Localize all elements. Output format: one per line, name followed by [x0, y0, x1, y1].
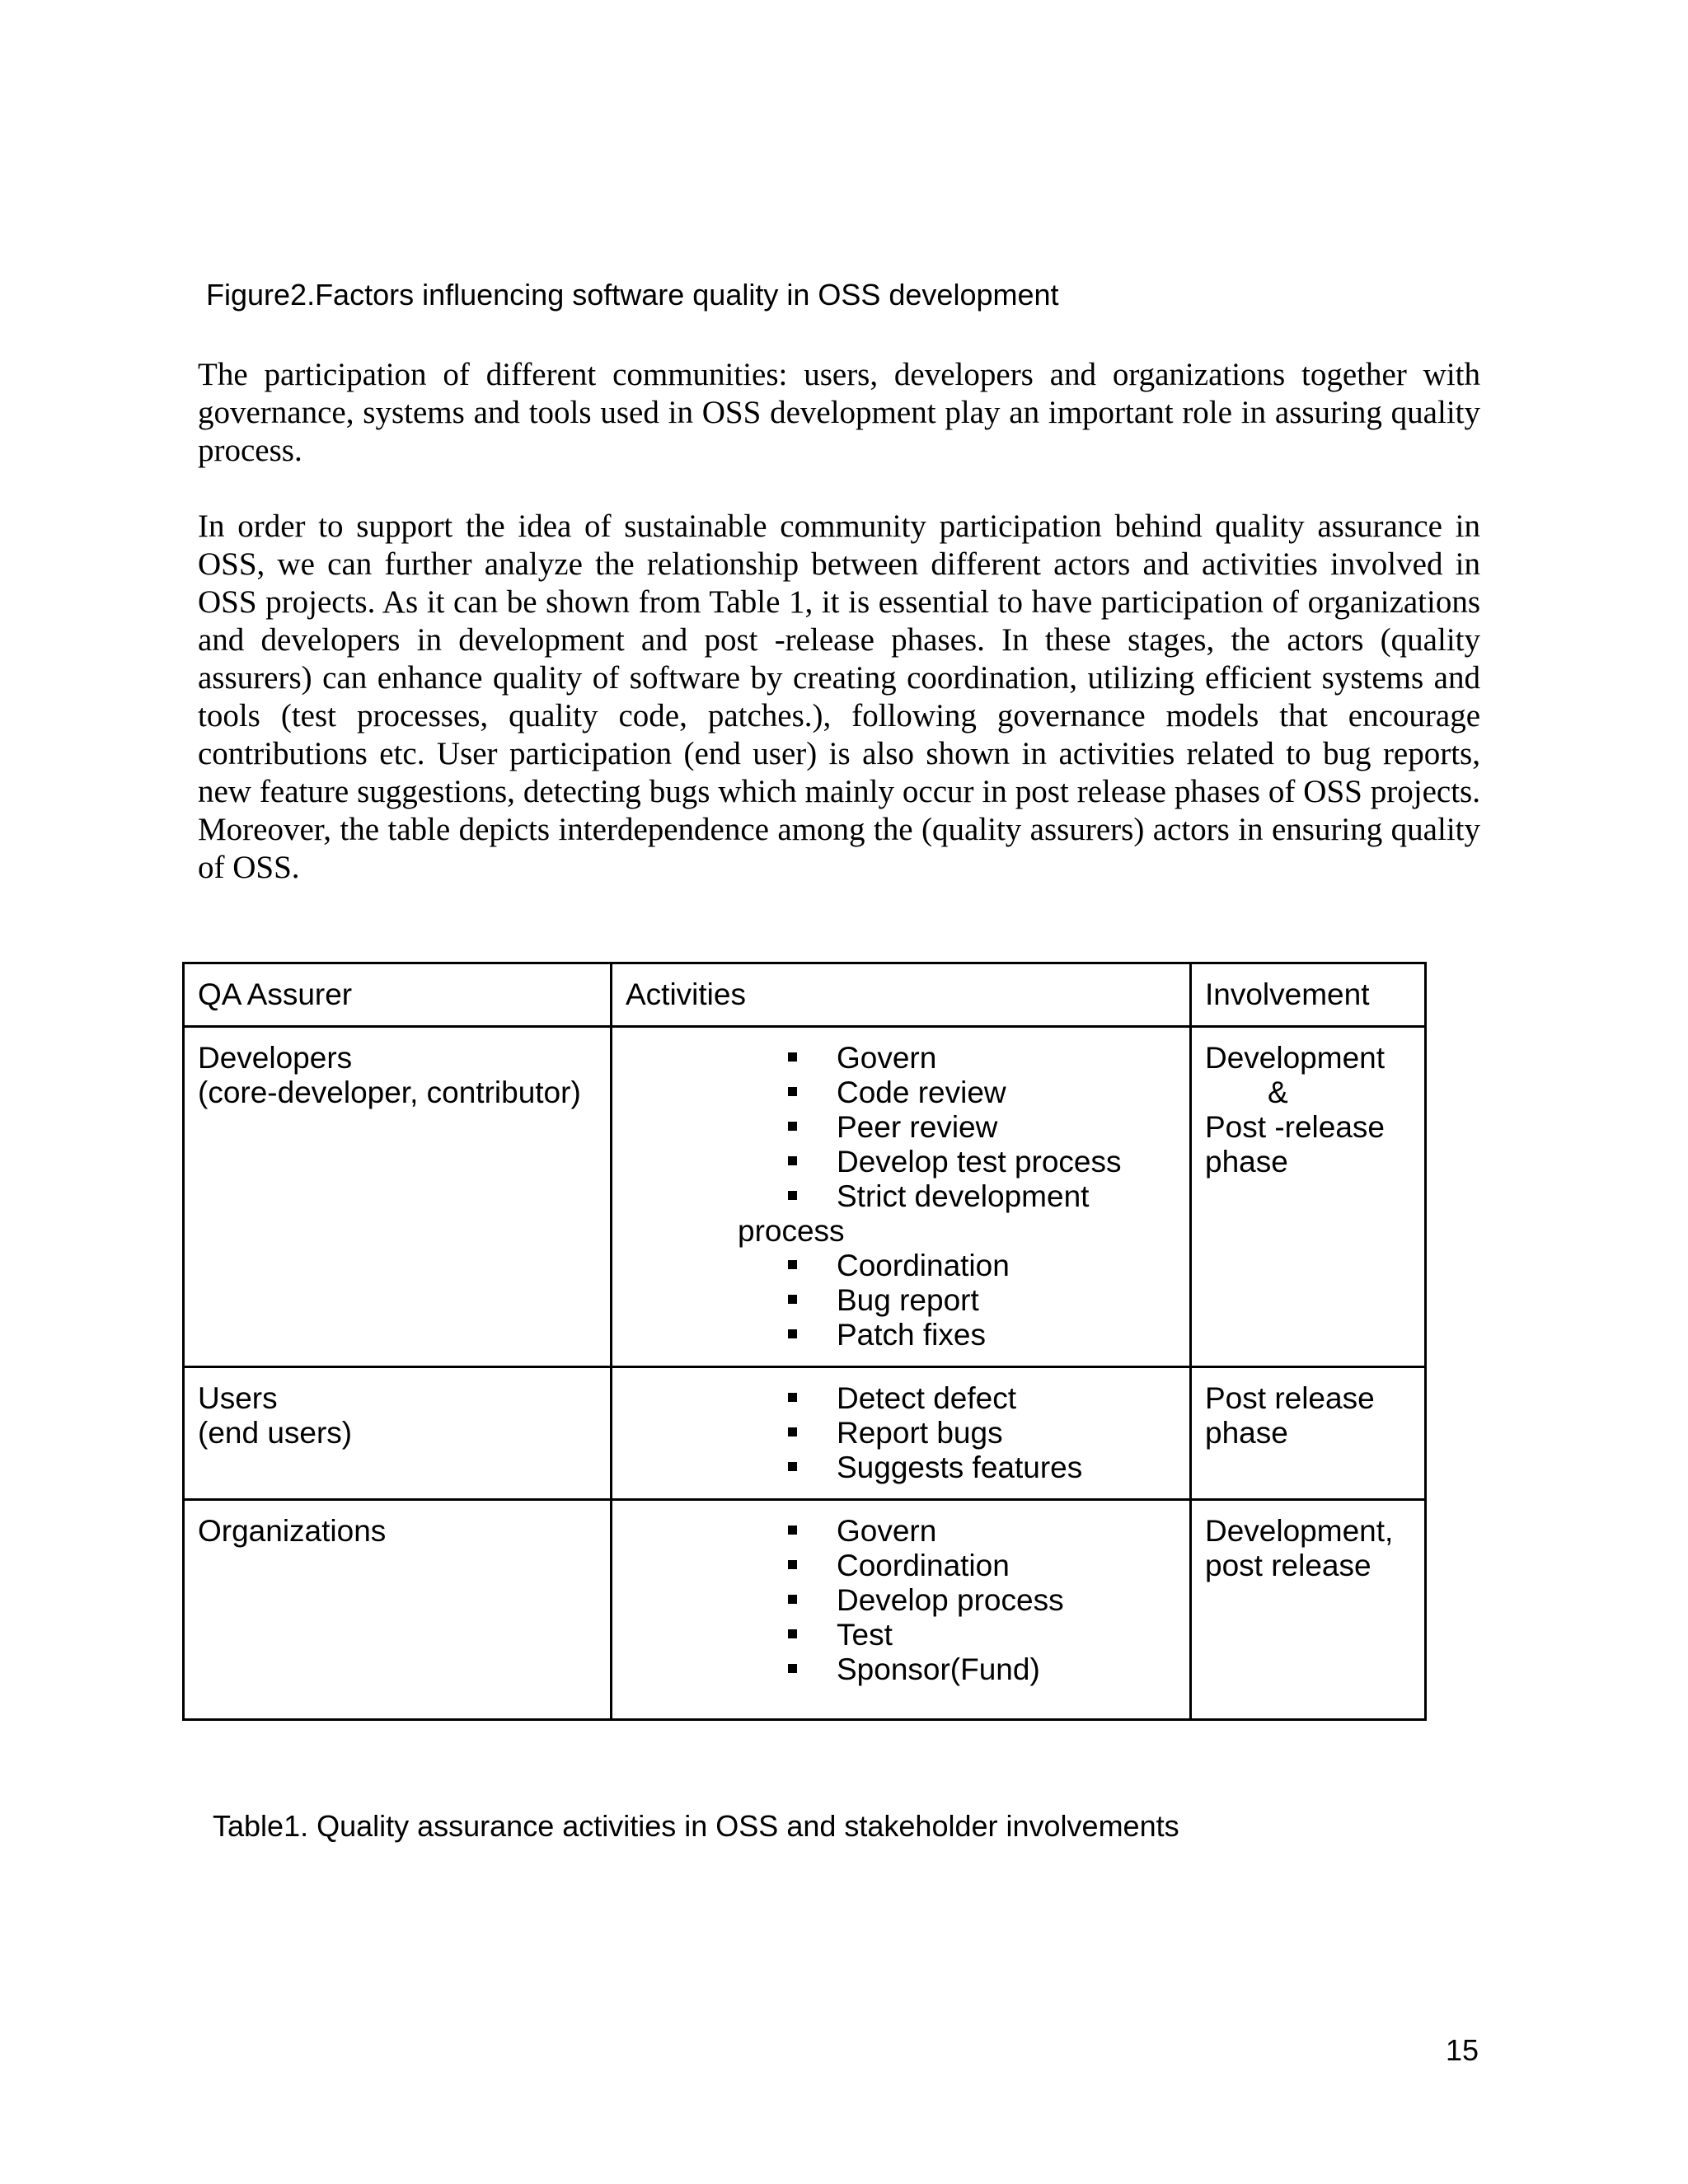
involvement-line: post release: [1205, 1549, 1372, 1582]
square-bullet-icon: [788, 1260, 797, 1269]
activities-cell: [612, 1367, 1191, 1500]
list-item: Patch fixes: [626, 1318, 1176, 1352]
list-item: Coordination: [626, 1549, 1176, 1583]
square-bullet-icon: [788, 1526, 797, 1535]
assurer-detail: (core-developer, contributor): [198, 1076, 581, 1109]
list-item: Bug report: [626, 1283, 1176, 1318]
list-item: Detect defect: [626, 1381, 1176, 1416]
list-item: Report bugs: [626, 1416, 1176, 1451]
table-caption: Table1. Quality assurance activities in OSS and stakeholder involvements: [213, 1809, 1179, 1843]
table-row: [184, 1500, 1426, 1720]
assurer-cell: [184, 1500, 612, 1720]
list-item: Develop process: [626, 1583, 1176, 1618]
list-item: Suggests features: [626, 1451, 1176, 1485]
list-item: Test: [626, 1618, 1176, 1652]
involvement-line: Development,: [1205, 1514, 1394, 1548]
involvement-line: Post -release: [1205, 1110, 1385, 1144]
involvement-line: Development: [1205, 1041, 1386, 1075]
header-involvement: Involvement: [1191, 963, 1426, 1027]
activities-list: [626, 1381, 1176, 1485]
square-bullet-icon: [788, 1664, 797, 1673]
list-item: Govern: [626, 1041, 1176, 1076]
square-bullet-icon: [788, 1629, 797, 1638]
square-bullet-icon: [788, 1393, 797, 1402]
body-paragraph: In order to support the idea of sustainable community participation behind quality assurance in OSS, we can further analyze the relationship between different actors and activities involved in OSS projects. As it can be shown from Table 1, it is essential to have participation of organizations and developers in development and post -release phases. In these stages, the actors (quality assurers) can enhance quality of software by creating coordination, utilizing efficient systems and tools (test processes, quality code, patches.), following governance models that encourage contributions etc. User participation (end user) is also shown in activities related to bug reports, new feature suggestions, detecting bugs which mainly occur in post release phases of OSS projects. Moreover, the table depicts interdependence among the (quality assurers) actors in ensuring quality of OSS.: [198, 509, 1480, 885]
involvement-cell: [1191, 1367, 1426, 1500]
square-bullet-icon: [788, 1560, 797, 1569]
list-item: Coordination: [626, 1249, 1176, 1283]
list-item: Peer review: [626, 1110, 1176, 1145]
involvement-line: Post release: [1205, 1381, 1375, 1415]
page-number: 15: [1446, 2033, 1479, 2067]
body-paragraph: The participation of different communities: users, developers and organizations together with governance, systems and tools used in OSS development play an important role in assuring quality process.: [198, 357, 1480, 468]
list-item: Govern: [626, 1514, 1176, 1549]
assurer-name: Developers: [198, 1041, 353, 1075]
assurer-detail: (end users): [198, 1416, 353, 1450]
involvement-cell: [1191, 1500, 1426, 1720]
square-bullet-icon: [788, 1156, 797, 1165]
square-bullet-icon: [788, 1122, 797, 1131]
table-header-row: [184, 963, 1426, 1027]
list-item: Sponsor(Fund): [626, 1652, 1176, 1687]
header-qa-assurer: QA Assurer: [184, 963, 612, 1027]
square-bullet-icon: [788, 1295, 797, 1304]
table-row: [184, 1367, 1426, 1500]
square-bullet-icon: [788, 1087, 797, 1096]
activities-list: [626, 1041, 1176, 1352]
list-item: Code review: [626, 1076, 1176, 1110]
assurer-cell: [184, 1027, 612, 1367]
assurer-cell: [184, 1367, 612, 1500]
figure-caption: Figure2.Factors influencing software quality in OSS development: [206, 278, 1059, 312]
square-bullet-icon: [788, 1329, 797, 1338]
assurer-name: Organizations: [198, 1514, 387, 1548]
activities-list: [626, 1514, 1176, 1687]
square-bullet-icon: [788, 1462, 797, 1471]
activities-cell: [612, 1500, 1191, 1720]
list-item: Develop test process: [626, 1145, 1176, 1179]
involvement-line: &: [1268, 1076, 1288, 1109]
square-bullet-icon: [788, 1052, 797, 1062]
assurer-name: Users: [198, 1381, 278, 1415]
square-bullet-icon: [788, 1191, 797, 1200]
square-bullet-icon: [788, 1595, 797, 1604]
qa-activities-table: [182, 962, 1427, 1721]
involvement-line: phase: [1205, 1416, 1288, 1450]
square-bullet-icon: [788, 1427, 797, 1436]
involvement-cell: [1191, 1027, 1426, 1367]
list-item: [626, 1179, 1176, 1249]
involvement-line: phase: [1205, 1145, 1288, 1179]
header-activities: Activities: [612, 963, 1191, 1027]
activities-cell: [612, 1027, 1191, 1367]
table-row: [184, 1027, 1426, 1367]
wrapped-activity: Strict development process: [738, 1179, 1090, 1248]
